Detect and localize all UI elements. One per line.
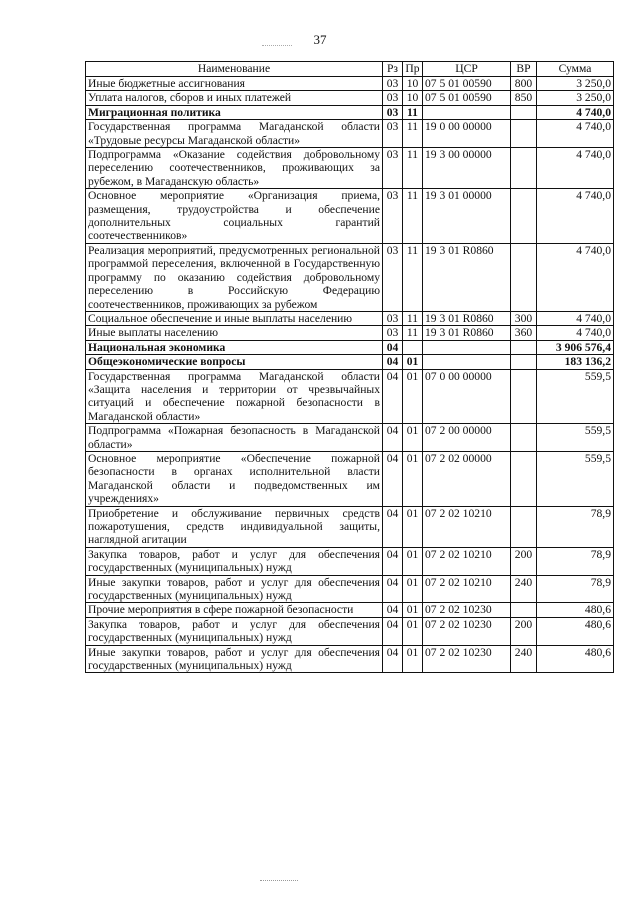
row-name: Подпрограмма «Пожарная безопасность в Магаданской области» [86, 424, 383, 452]
table-row [86, 91, 614, 105]
table-row [86, 340, 614, 354]
table-row [86, 355, 614, 369]
table-row [86, 424, 614, 452]
row-rz: 03 [383, 189, 403, 244]
header-vr: ВР [511, 62, 537, 77]
row-pr: 01 [403, 547, 423, 575]
table-row [86, 617, 614, 645]
row-pr: 11 [403, 243, 423, 311]
row-csr: 19 3 01 R0860 [423, 243, 511, 311]
row-sum: 480,6 [537, 603, 614, 617]
budget-table [85, 61, 614, 673]
row-name: Уплата налогов, сборов и иных платежей [86, 91, 383, 105]
row-sum: 3 250,0 [537, 77, 614, 91]
row-pr: 11 [403, 148, 423, 189]
row-csr: 07 2 00 00000 [423, 424, 511, 452]
row-csr: 07 5 01 00590 [423, 91, 511, 105]
row-name: Приобретение и обслуживание первичных средств пожаротушения, средств индивидуальной защиты, наглядной агитации [86, 506, 383, 547]
row-vr [511, 340, 537, 354]
row-rz: 03 [383, 105, 403, 119]
row-sum: 183 136,2 [537, 355, 614, 369]
row-rz: 03 [383, 311, 403, 325]
row-rz: 04 [383, 369, 403, 424]
row-csr: 07 2 02 10210 [423, 506, 511, 547]
header-pr: Пр [403, 62, 423, 77]
top-mark [262, 45, 292, 46]
row-rz: 04 [383, 575, 403, 603]
row-pr: 11 [403, 105, 423, 119]
row-vr [511, 148, 537, 189]
row-name: Социальное обеспечение и иные выплаты населению [86, 311, 383, 325]
header-name: Наименование [86, 62, 383, 77]
row-rz: 04 [383, 547, 403, 575]
row-name: Государственная программа Магаданской области «Защита населения и территории от чрезвычайных ситуаций и обеспечение пожарной безопасности в Магаданской области» [86, 369, 383, 424]
row-name: Прочие мероприятия в сфере пожарной безопасности [86, 603, 383, 617]
row-csr: 07 2 02 10230 [423, 617, 511, 645]
row-vr [511, 451, 537, 506]
row-sum: 480,6 [537, 645, 614, 673]
row-vr [511, 603, 537, 617]
row-pr: 01 [403, 355, 423, 369]
row-csr: 07 2 02 00000 [423, 451, 511, 506]
row-pr: 10 [403, 77, 423, 91]
header-sum: Сумма [537, 62, 614, 77]
row-sum: 559,5 [537, 369, 614, 424]
bottom-mark [260, 880, 298, 881]
row-rz: 03 [383, 326, 403, 340]
row-name: Подпрограмма «Оказание содействия добровольному переселению соотечественников, проживающих за рубежом, в Магаданскую область» [86, 148, 383, 189]
row-vr: 360 [511, 326, 537, 340]
row-name: Закупка товаров, работ и услуг для обеспечения государственных (муниципальных) нужд [86, 547, 383, 575]
row-csr: 07 0 00 00000 [423, 369, 511, 424]
row-rz: 04 [383, 603, 403, 617]
row-vr [511, 105, 537, 119]
row-rz: 04 [383, 617, 403, 645]
row-sum: 4 740,0 [537, 243, 614, 311]
header-csr: ЦСР [423, 62, 511, 77]
row-csr: 07 2 02 10230 [423, 603, 511, 617]
row-vr [511, 189, 537, 244]
row-pr: 10 [403, 91, 423, 105]
row-csr [423, 105, 511, 119]
row-vr [511, 355, 537, 369]
row-name: Миграционная политика [86, 105, 383, 119]
row-pr: 01 [403, 451, 423, 506]
row-vr: 200 [511, 547, 537, 575]
table-row [86, 148, 614, 189]
row-vr: 200 [511, 617, 537, 645]
row-sum: 4 740,0 [537, 120, 614, 148]
row-vr [511, 369, 537, 424]
table-row [86, 77, 614, 91]
row-sum: 480,6 [537, 617, 614, 645]
table-row [86, 451, 614, 506]
table-row [86, 326, 614, 340]
row-pr: 01 [403, 645, 423, 673]
row-rz: 04 [383, 340, 403, 354]
table-header [86, 62, 614, 77]
row-name: Закупка товаров, работ и услуг для обеспечения государственных (муниципальных) нужд [86, 617, 383, 645]
row-name: Иные бюджетные ассигнования [86, 77, 383, 91]
row-pr: 01 [403, 575, 423, 603]
row-csr: 19 3 01 R0860 [423, 311, 511, 325]
row-name: Основное мероприятие «Обеспечение пожарной безопасности в органах исполнительной власти Магаданской области и подведомственных им учреждениях» [86, 451, 383, 506]
row-csr: 07 2 02 10230 [423, 645, 511, 673]
table-row [86, 243, 614, 311]
row-rz: 04 [383, 645, 403, 673]
row-vr: 240 [511, 575, 537, 603]
row-vr [511, 506, 537, 547]
row-sum: 3 250,0 [537, 91, 614, 105]
row-vr [511, 424, 537, 452]
table-row [86, 506, 614, 547]
row-sum: 78,9 [537, 506, 614, 547]
row-name: Общеэкономические вопросы [86, 355, 383, 369]
row-pr [403, 340, 423, 354]
row-pr: 01 [403, 617, 423, 645]
row-sum: 3 906 576,4 [537, 340, 614, 354]
table-row [86, 189, 614, 244]
row-sum: 4 740,0 [537, 105, 614, 119]
row-sum: 78,9 [537, 575, 614, 603]
row-csr: 19 0 00 00000 [423, 120, 511, 148]
row-sum: 559,5 [537, 424, 614, 452]
row-vr [511, 243, 537, 311]
table-row [86, 547, 614, 575]
table-row [86, 603, 614, 617]
row-vr: 300 [511, 311, 537, 325]
row-csr: 07 2 02 10210 [423, 547, 511, 575]
row-csr: 07 2 02 10210 [423, 575, 511, 603]
row-pr: 01 [403, 424, 423, 452]
row-csr: 07 5 01 00590 [423, 77, 511, 91]
row-name: Основное мероприятие «Организация приема, размещения, трудоустройства и обеспечение дополнительных социальных гарантий соотечественников» [86, 189, 383, 244]
row-name: Иные выплаты населению [86, 326, 383, 340]
row-pr: 01 [403, 506, 423, 547]
row-pr: 11 [403, 189, 423, 244]
table-row [86, 645, 614, 673]
row-vr: 240 [511, 645, 537, 673]
row-pr: 11 [403, 120, 423, 148]
row-sum: 4 740,0 [537, 326, 614, 340]
table-row [86, 369, 614, 424]
row-pr: 01 [403, 369, 423, 424]
row-csr: 19 3 00 00000 [423, 148, 511, 189]
row-name: Реализация мероприятий, предусмотренных региональной программой переселения, включенной в Государственную программу по оказанию содействия добровольному переселению в Российскую Федерацию соотечественников, проживающих за рубежом [86, 243, 383, 311]
page-number: 37 [313, 32, 327, 47]
row-sum: 4 740,0 [537, 311, 614, 325]
table-row [86, 311, 614, 325]
row-sum: 4 740,0 [537, 148, 614, 189]
row-vr: 800 [511, 77, 537, 91]
row-sum: 4 740,0 [537, 189, 614, 244]
table-row [86, 105, 614, 119]
row-sum: 559,5 [537, 451, 614, 506]
row-pr: 11 [403, 326, 423, 340]
row-rz: 04 [383, 506, 403, 547]
row-rz: 03 [383, 148, 403, 189]
row-vr: 850 [511, 91, 537, 105]
row-rz: 03 [383, 243, 403, 311]
row-vr [511, 120, 537, 148]
row-csr: 19 3 01 R0860 [423, 326, 511, 340]
row-rz: 04 [383, 451, 403, 506]
row-rz: 03 [383, 91, 403, 105]
row-csr [423, 355, 511, 369]
header-rz: Рз [383, 62, 403, 77]
row-pr: 11 [403, 311, 423, 325]
row-name: Национальная экономика [86, 340, 383, 354]
table-row [86, 120, 614, 148]
row-name: Иные закупки товаров, работ и услуг для обеспечения государственных (муниципальных) нужд [86, 645, 383, 673]
row-rz: 04 [383, 424, 403, 452]
row-name: Иные закупки товаров, работ и услуг для обеспечения государственных (муниципальных) нужд [86, 575, 383, 603]
row-pr: 01 [403, 603, 423, 617]
row-sum: 78,9 [537, 547, 614, 575]
row-rz: 03 [383, 77, 403, 91]
table-body [86, 77, 614, 673]
row-csr [423, 340, 511, 354]
row-csr: 19 3 01 00000 [423, 189, 511, 244]
row-name: Государственная программа Магаданской области «Трудовые ресурсы Магаданской области» [86, 120, 383, 148]
table-row [86, 575, 614, 603]
row-rz: 04 [383, 355, 403, 369]
row-rz: 03 [383, 120, 403, 148]
